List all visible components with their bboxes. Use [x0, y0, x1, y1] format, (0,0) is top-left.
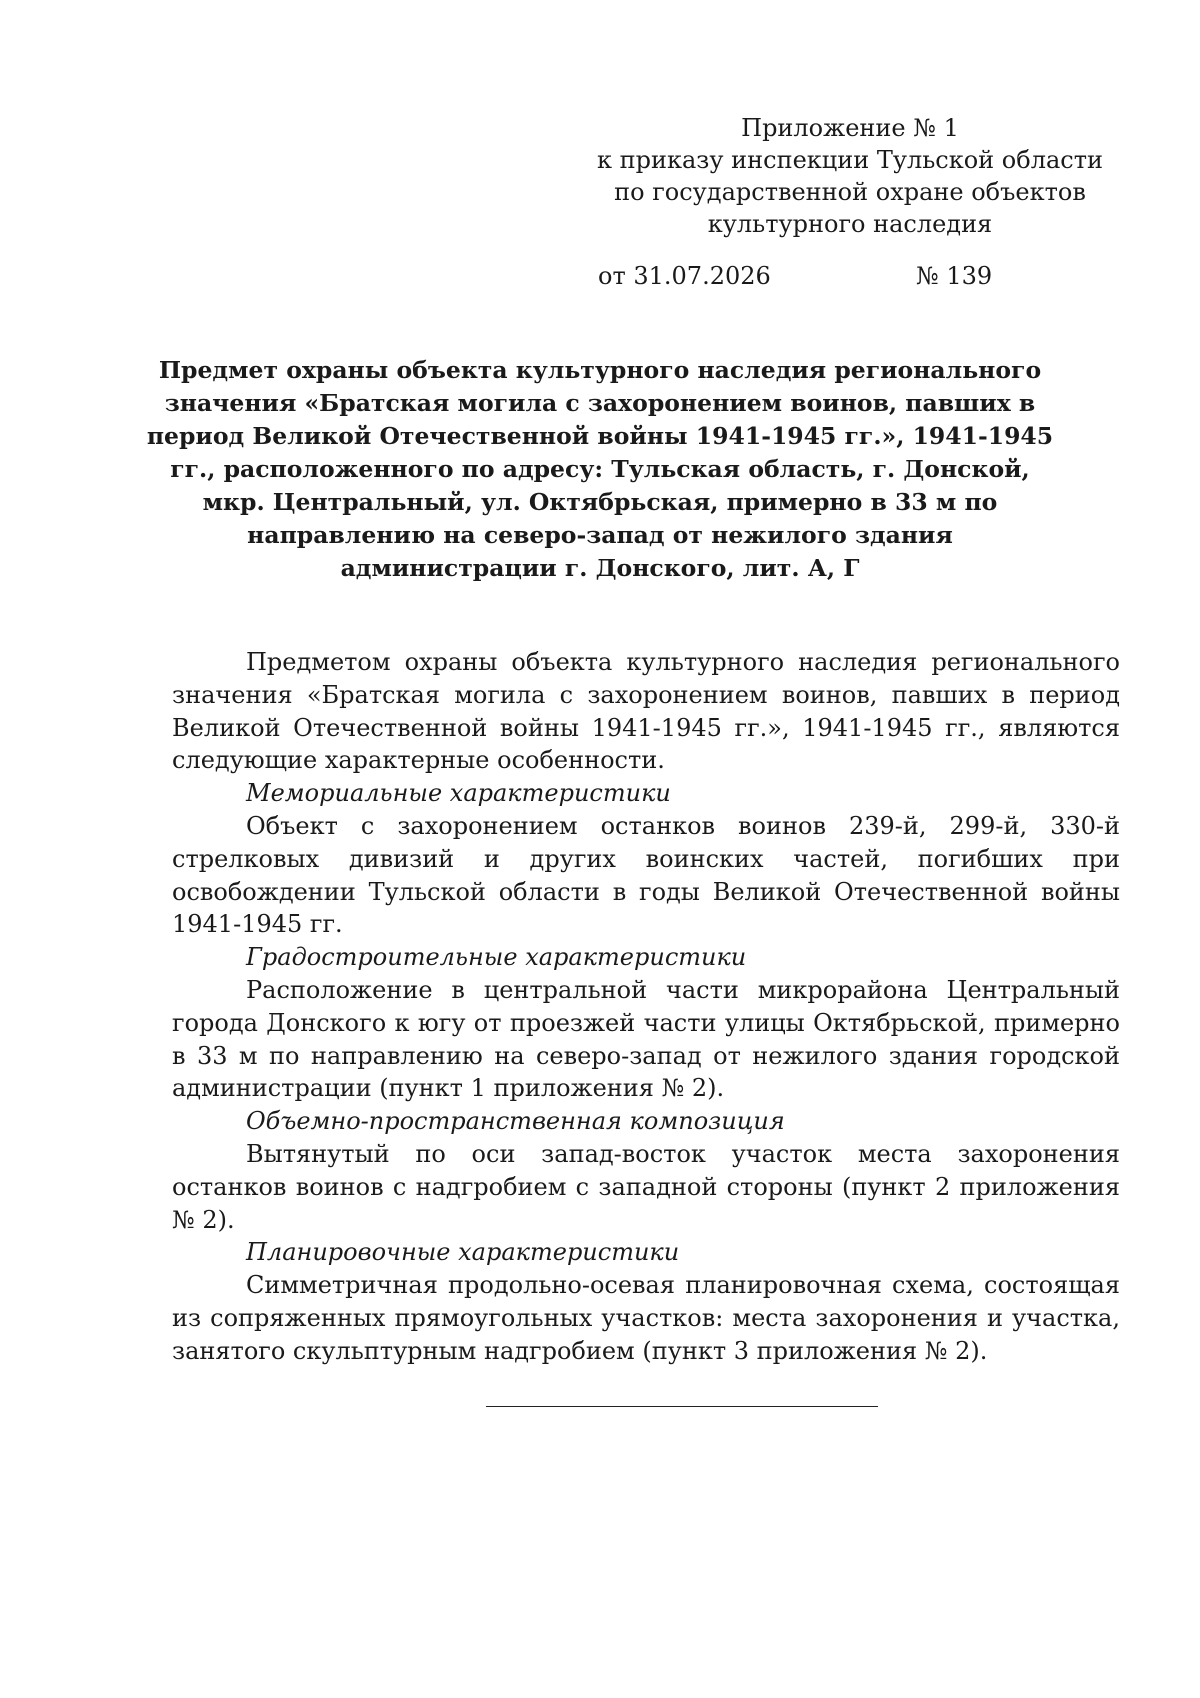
intro-paragraph: Предметом охраны объекта культурного наследия регионального значения «Братская могила с захоронением воинов, павших в период Великой Отечественной войны 1941-1945 гг.», 1941-1945 гг., являются следующие характерные особенности. — [172, 648, 1120, 775]
section-heading-planning: Планировочные характеристики — [246, 1238, 680, 1267]
appendix-authority: по государственной охране объектов — [614, 178, 1086, 206]
order-number: № 139 — [916, 262, 993, 290]
document-body — [172, 646, 1120, 1368]
section-text-composition: Вытянутый по оси запад-восток участок места захоронения останков воинов с надгробием с западной стороны (пункт 2 приложения № 2). — [172, 1139, 1120, 1234]
end-divider — [486, 1406, 878, 1407]
order-date: от 31.07.2026 — [598, 262, 771, 290]
appendix-number: Приложение № 1 — [741, 114, 959, 142]
appendix-header — [590, 112, 1110, 240]
appendix-order-ref: к приказу инспекции Тульской области — [597, 146, 1103, 174]
section-text-memorial: Объект с захоронением останков воинов 239-й, 299-й, 330-й стрелковых дивизий и других воинских частей, погибших при освобождении Тульской области в годы Великой Отечественной войны 1941-1945 гг. — [172, 811, 1120, 939]
appendix-authority-end: культурного наследия — [707, 210, 993, 238]
section-heading-urban: Градостроительные характеристики — [246, 943, 747, 972]
section-text-urban: Расположение в центральной части микрорайона Центральный города Донского к югу от проезжей части улицы Октябрьской, примерно в 33 м по направлению на северо-запад от нежилого здания городской администрации (пункт 1 приложения № 2). — [172, 975, 1120, 1103]
section-heading-composition: Объемно-пространственная композиция — [246, 1107, 785, 1136]
section-text-planning: Симметричная продольно-осевая планировочная схема, состоящая из сопряженных прямоугольных участков: места захоронения и участка, занятого скульптурным надгробием (пункт 3 приложения № 2). — [172, 1271, 1120, 1365]
order-date-row — [598, 260, 993, 292]
document-title: Предмет охраны объекта культурного наследия регионального значения «Братская могила с захоронением воинов, павших в период Великой Отечественной войны 1941-1945 гг.», 1941-1945 гг., расположенного по адресу: Тульская область, г. Донской, мкр. Центральный, ул. Октябрьская, примерно в 33 м по направлению на северо-запад от нежилого здания администрации г. Донского, лит. А, Г — [146, 356, 1054, 582]
section-heading-memorial: Мемориальные характеристики — [246, 779, 671, 808]
